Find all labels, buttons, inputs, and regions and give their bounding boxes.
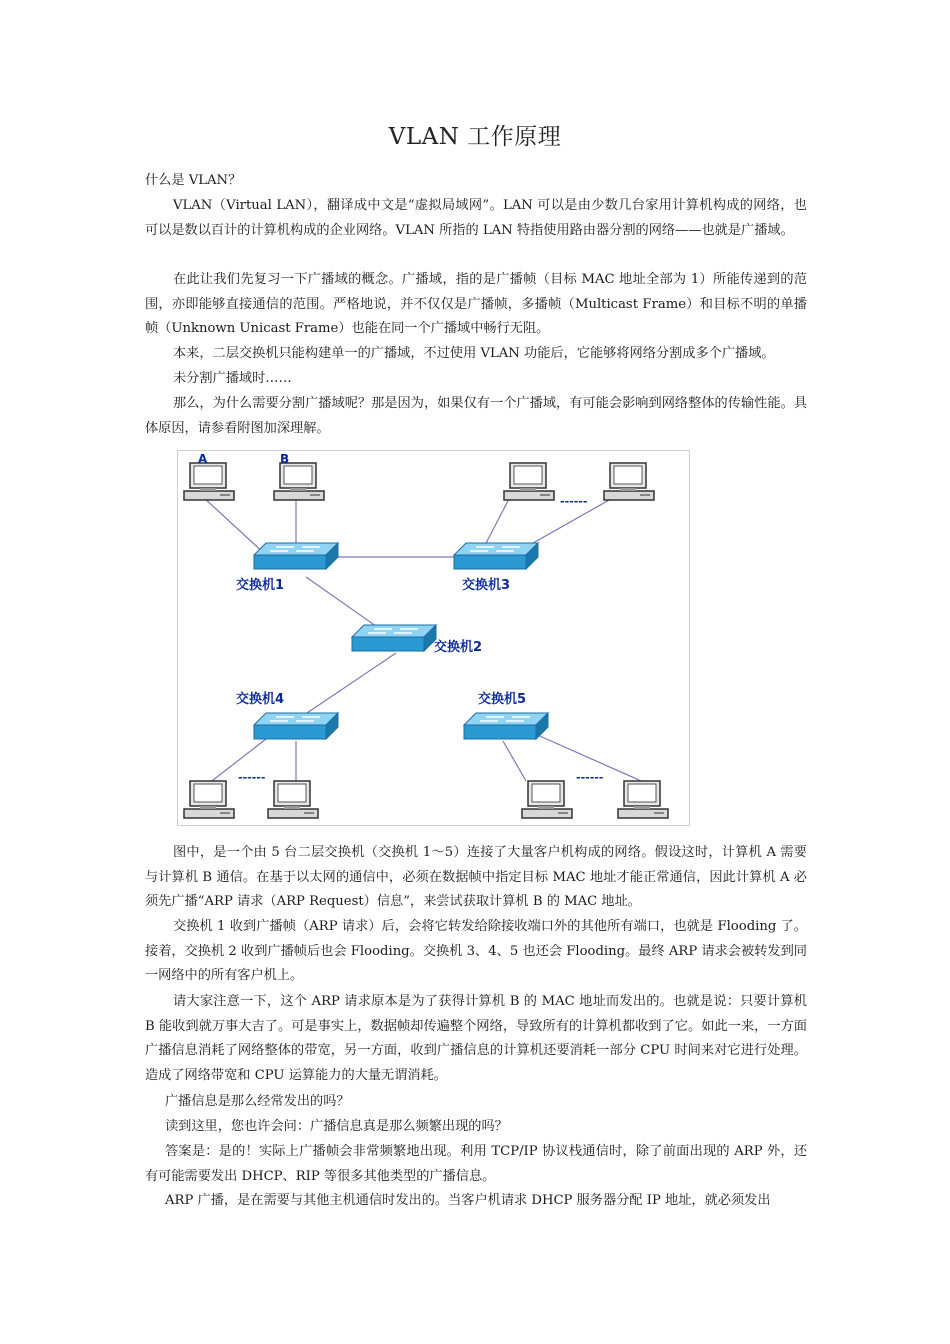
switch-2-icon — [352, 625, 436, 651]
pc-icon — [522, 781, 572, 818]
switch-4-icon — [254, 713, 338, 739]
pc-icon — [604, 463, 654, 500]
paragraph-answer: 答案是：是的！实际上广播帧会非常频繁地出现。利用 TCP/IP 协议栈通信时，除了前面出现的 ARP 外，还有可能需要发出 DHCP、RIP 等很多其他类型的广播信息。 — [145, 1144, 808, 1184]
document-title: VLAN 工作原理 — [388, 124, 562, 150]
pc-a-icon — [184, 463, 234, 500]
paragraph-arp-broadcast: ARP 广播，是在需要与其他主机通信时发出的。当客户机请求 DHCP 服务器分配 IP 地址，就必须发出 — [165, 1193, 771, 1208]
pc-icon — [504, 463, 554, 500]
paragraph-arp-waste: 请大家注意一下，这个 ARP 请求原本是为了获得计算机 B 的 MAC 地址而发出的。也就是说：只要计算机 B 能收到就万事大吉了。可是事实上，数据帧却传遍整个网络，导致所有的计算机都收到了它。如此一来，一方面广播信息消耗了网络整体的带宽，另一方面，收到广播信息的计算机还要消耗一部分 CPU 时间来对它进行处理。造成了网络带宽和 CPU 运算能力的大量无谓消耗。 — [145, 994, 807, 1083]
paragraph-vlan-definition: VLAN（Virtual LAN），翻译成中文是“虚拟局域网”。LAN 可以是由少数几台家用计算机构成的网络，也可以是数以百计的计算机构成的企业网络。VLAN 所指的 LAN 特指使用路由器分割的网络——也就是广播域。 — [145, 198, 807, 238]
switch-5-icon — [464, 713, 548, 739]
ellipsis-bottom-left: ------ — [238, 771, 266, 784]
ellipsis-bottom-right: ------ — [576, 771, 604, 784]
paragraph-broadcast-frequent: 广播信息是那么经常发出的吗？ — [165, 1094, 350, 1109]
ellipsis-top: ------ — [560, 495, 588, 508]
switch-5-label: 交换机5 — [478, 692, 527, 707]
paragraph-undivided: 未分割广播域时…… — [173, 371, 292, 386]
pc-b-label: B — [280, 452, 290, 466]
pc-icon — [268, 781, 318, 818]
pc-a-label: A — [198, 452, 208, 466]
switch-3-icon — [454, 543, 538, 569]
pc-icon — [618, 781, 668, 818]
paragraph-figure-explanation: 图中，是一个由 5 台二层交换机（交换机 1～5）连接了大量客户机构成的网络。假设这时，计算机 A 需要与计算机 B 通信。在基于以太网的通信中，必须在数据帧中指定目标 MAC 地址才能正常通信，因此计算机 A 必须先广播“ARP 请求（ARP Request）信息”，来尝试获取计算机 B 的 MAC 地址。 — [145, 845, 807, 910]
paragraph-l2-switch: 本来，二层交换机只能构建单一的广播域，不过使用 VLAN 功能后，它能够将网络分割成多个广播域。 — [173, 346, 775, 361]
pc-icon — [184, 781, 234, 818]
paragraph-why-divide: 那么，为什么需要分割广播域呢？那是因为，如果仅有一个广播域，有可能会影响到网络整体的传输性能。具体原因，请参看附图加深理解。 — [145, 396, 807, 436]
paragraph-what-is-vlan: 什么是 VLAN？ — [145, 173, 242, 188]
switch-1-label: 交换机1 — [236, 578, 285, 593]
switch-4-label: 交换机4 — [236, 692, 285, 707]
switch-3-label: 交换机3 — [462, 578, 511, 593]
switch-2-label: 交换机2 — [434, 640, 483, 655]
paragraph-question: 读到这里，您也许会问：广播信息真是那么频繁出现的吗？ — [165, 1119, 508, 1134]
paragraph-flooding: 交换机 1 收到广播帧（ARP 请求）后，会将它转发给除接收端口外的其他所有端口，也就是 Flooding 了。接着，交换机 2 收到广播帧后也会 Flooding。交换机 3、4、5 也还会 Flooding。最终 ARP 请求会被转发到同一网络中的所有客户机上。 — [145, 919, 807, 984]
network-diagram — [177, 450, 690, 826]
pc-b-icon — [274, 463, 324, 500]
paragraph-broadcast-domain: 在此让我们先复习一下广播域的概念。广播域，指的是广播帧（目标 MAC 地址全部为 1）所能传递到的范围，亦即能够直接通信的范围。严格地说，并不仅仅是广播帧，多播帧（Multicast Frame）和目标不明的单播帧（Unknown Unicast Frame）也能在同一个广播域中畅行无阻。 — [145, 272, 807, 337]
switch-1-icon — [254, 543, 338, 569]
